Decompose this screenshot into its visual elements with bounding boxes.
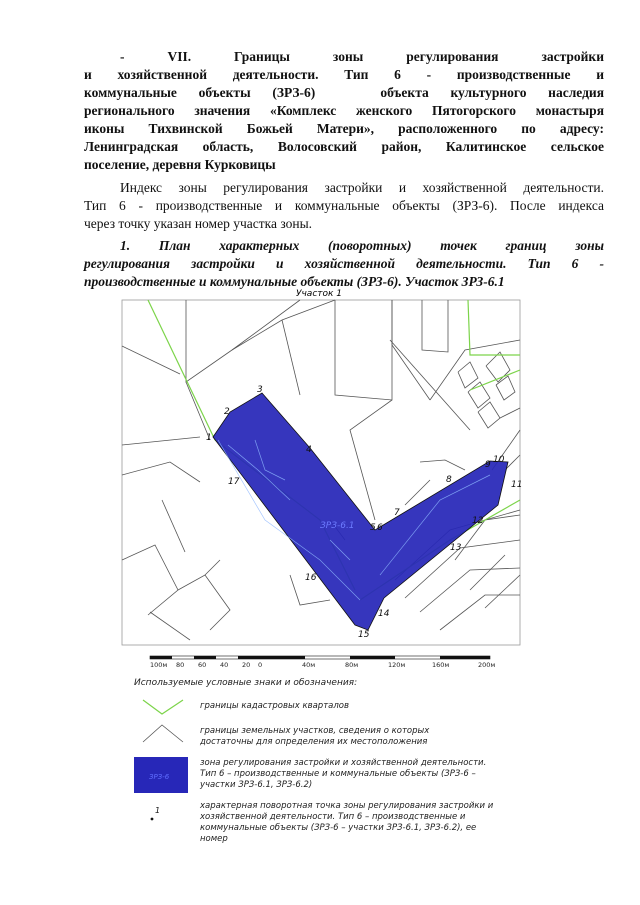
point-14: 14 <box>378 609 390 619</box>
legend-point-text-3: коммунальные объекты (ЗРЗ-6 – участки ЗРЗ-6.1, ЗРЗ-6.2), ее <box>200 823 477 833</box>
intro-line-3: через точку указан номер участка зоны. <box>84 216 313 231</box>
heading-line-3: коммунальные объекты (ЗРЗ-6) объекта культурного наследия <box>84 85 604 100</box>
legend-title: Используемые условные знаки и обозначения: <box>134 678 358 688</box>
legend-point-text-1: характерная поворотная точка зоны регулирования застройки и <box>200 801 494 811</box>
legend-point-dot <box>151 818 154 821</box>
scale-tick-80m: 80м <box>345 661 359 669</box>
point-7: 7 <box>394 508 400 518</box>
point-8: 8 <box>446 475 452 485</box>
scale-tick-120m: 120м <box>388 661 406 669</box>
scale-tick-160m: 160м <box>432 661 450 669</box>
point-6: 6 <box>377 523 383 533</box>
legend-symbols <box>134 700 188 820</box>
point-1: 1 <box>206 433 212 443</box>
point-10: 10 <box>493 455 505 465</box>
point-15: 15 <box>358 630 370 640</box>
map-title: Участок 1 <box>296 289 343 299</box>
legend-parcels-text-2: достаточны для определения их местоположения <box>200 737 428 747</box>
legend-cadastral-text: границы кадастровых кварталов <box>200 701 350 711</box>
point-11: 11 <box>511 480 523 490</box>
section-1-line-3: производственные и коммунальные объекты (ЗРЗ-6). Участок ЗРЗ-6.1 <box>84 274 505 289</box>
heading-line-6: Ленинградская область, Волосовский район, Калитинское сельское <box>84 139 604 154</box>
scale-tick-40: 40 <box>220 661 229 669</box>
scale-tick-40m: 40м <box>302 661 316 669</box>
scale-tick-200m: 200м <box>478 661 496 669</box>
legend-point-text-2: хозяйственной деятельности. Тип 6 – производственные и <box>200 812 466 822</box>
heading-line-5: иконы Тихвинской Божьей Матери», расположенного по адресу: <box>84 121 604 136</box>
point-2: 2 <box>224 407 230 417</box>
heading-line-7: поселение, деревня Курковицы <box>84 157 276 172</box>
point-4: 4 <box>306 445 312 455</box>
legend-zone-text-2: Тип 6 – производственные и коммунальные объекты (ЗРЗ-6 – <box>200 769 476 779</box>
legend-point-number: 1 <box>155 806 161 815</box>
heading-line-2: и хозяйственной деятельности. Тип 6 - производственные и <box>84 67 604 82</box>
legend-parcels-text-1: границы земельных участков, сведения о которых <box>200 726 430 736</box>
zone-label: ЗРЗ-6.1 <box>320 521 355 531</box>
point-16: 16 <box>305 573 317 583</box>
scale-bar <box>150 656 495 669</box>
intro-line-1: Индекс зоны регулирования застройки и хозяйственной деятельности. <box>120 180 604 195</box>
heading-line-1: - VII. Границы зоны регулирования застройки <box>120 49 604 64</box>
point-17: 17 <box>228 477 240 487</box>
intro-line-2: Тип 6 - производственные и коммунальные объекты (ЗРЗ-6). После индекса <box>84 198 604 213</box>
legend-zone-text-1: зона регулирования застройки и хозяйственной деятельности. <box>200 758 487 768</box>
scale-tick-20: 20 <box>242 661 251 669</box>
scale-tick-80: 80 <box>176 661 185 669</box>
point-13: 13 <box>450 543 462 553</box>
zone-polygon <box>213 393 508 630</box>
point-9: 9 <box>485 460 491 470</box>
point-12: 12 <box>472 516 484 526</box>
heading-line-4: регионального значения «Комплекс женского Пятогорского монастыря <box>84 103 604 118</box>
legend-cadastral-symbol <box>143 700 183 714</box>
legend-zone-text-3: участки ЗРЗ-6.1, ЗРЗ-6.2) <box>200 780 313 790</box>
legend-zone-swatch-label: ЗРЗ-6 <box>149 773 170 781</box>
scale-tick-0: 0 <box>258 661 263 669</box>
point-5: 5 <box>370 523 376 533</box>
legend-parcel-symbol <box>143 725 183 742</box>
section-1-line-2: регулирования застройки и хозяйственной деятельности. Тип 6 - <box>84 256 604 271</box>
scale-tick-100m: 100м <box>150 661 168 669</box>
legend-point-text-4: номер <box>200 834 228 844</box>
point-3: 3 <box>257 385 263 395</box>
section-1-line-1: 1. План характерных (поворотных) точек границ зоны <box>120 238 604 253</box>
scale-tick-60: 60 <box>198 661 207 669</box>
